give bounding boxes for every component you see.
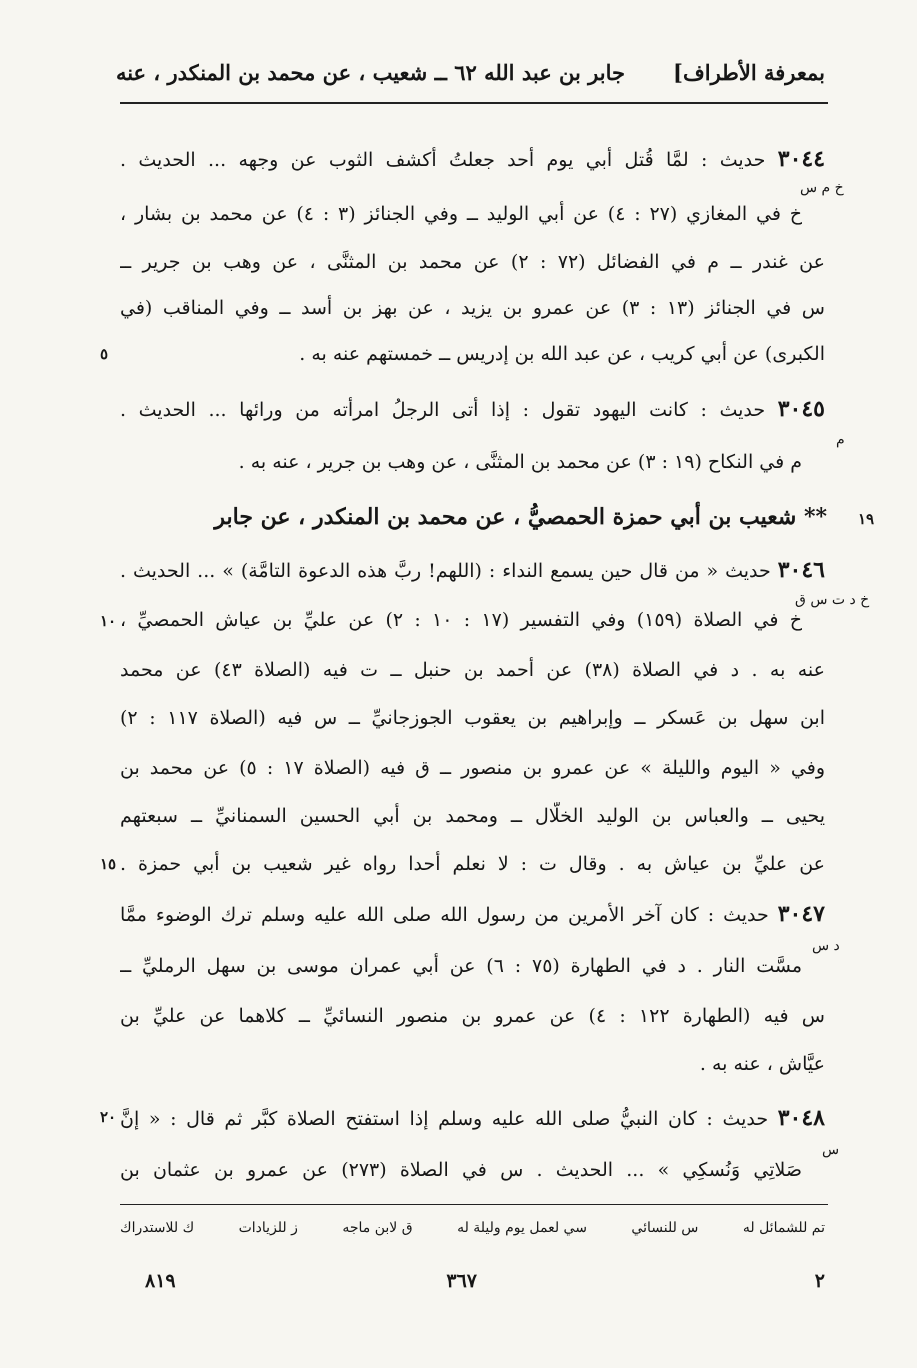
abbrev-6: ك للاستدراك [120, 1220, 195, 1236]
entry-3047-sigla: د س [812, 938, 840, 954]
entry-3044-line-1: ٣٠٤٤ حديث : لمَّا قُتل أبي يوم أحد جعلتُ أكشف الثوب عن وجهه ... الحديث . [120, 146, 825, 172]
entry-3046-line-3: عنه به . د في الصلاة (٣٨) عن أحمد بن حنبل ــ ت فيه (الصلاة ٤٣) عن محمد [120, 659, 825, 681]
page-number-right: ٢ [814, 1270, 825, 1292]
margin-number-5: ٥ [100, 345, 109, 363]
margin-number-15: ١٥ [100, 855, 117, 873]
page-number-center: ٣٦٧ [446, 1270, 477, 1292]
section-number: ١٩ [858, 510, 875, 528]
entry-3045-sigla: م [836, 432, 845, 448]
header-rule [120, 102, 828, 104]
footer-rule [120, 1204, 828, 1205]
entry-3044-line-2: خ في المغازي (٢٧ : ٤) عن أبي الوليد ــ وفي الجنائز (٣ : ٤) عن محمد بن بشار ، [120, 203, 802, 225]
abbrev-3: سي لعمل يوم وليلة له [457, 1220, 587, 1236]
entry-3047-line-1: ٣٠٤٧ حديث : كان آخر الأمرين من رسول الله صلى الله عليه وسلم ترك الوضوء ممَّا [120, 901, 825, 927]
entry-3048-line-2: صَلاتِي وَنُسكِي » ... الحديث . س في الصلاة (٢٧٣) عن عمرو بن عثمان بن [120, 1159, 802, 1181]
abbrev-1: تم للشمائل له [742, 1220, 825, 1236]
entry-3047-line-4: عيَّاش ، عنه به . [699, 1053, 825, 1075]
entry-3046-line-6: يحيى ــ والعباس بن الوليد الخلَّال ــ ومحمد بن أبي الحسين السمنانيِّ ــ سبعتهم [120, 805, 825, 827]
entry-3044-line-4: س في الجنائز (١٣ : ٣) عن عمرو بن يزيد ، عن بهز بن أسد ــ وفي المناقب (في [120, 297, 825, 319]
page-number-left: ٨١٩ [145, 1270, 176, 1292]
entry-3048-sigla: س [822, 1142, 840, 1158]
entry-3047-line-2: مسَّت النار . د في الطهارة (٧٥ : ٦) عن أبي عمران موسى بن سهل الرمليِّ ــ [120, 955, 802, 977]
entry-number: ٣٠٤٤ [777, 146, 825, 172]
entry-3046-sigla: خ د ت س ق [795, 592, 870, 608]
running-header [115, 60, 825, 96]
entry-3044-line-5: الكبرى) عن أبي كريب ، عن عبد الله بن إدريس ــ خمستهم عنه به . [299, 343, 825, 365]
margin-number-10: ١٠ [100, 612, 117, 630]
margin-number-20: ٢٠ [100, 1108, 117, 1126]
entry-3045-line-2: م في النكاح (١٩ : ٣) عن محمد بن المثنَّى ، عن وهب بن جرير ، عنه به . [238, 451, 802, 473]
entry-3046-line-5: وفي « اليوم والليلة » عن عمرو بن منصور ــ ق فيه (الصلاة ١٧ : ٥) عن محمد بن [120, 757, 825, 779]
section-heading: ** شعيب بن أبي حمزة الحمصيُّ ، عن محمد بن المنكدر ، عن جابر [214, 504, 827, 530]
entry-3045-line-1: ٣٠٤٥ حديث : كانت اليهود تقول : إذا أتى الرجلُ امرأته من ورائها ... الحديث . [120, 396, 825, 422]
entry-3048-line-1: ٣٠٤٨ حديث : كان النبيُّ صلى الله عليه وسلم إذا استفتح الصلاة كبَّر ثم قال : « إنَّ [120, 1105, 825, 1131]
entry-3047-line-3: س فيه (الطهارة ١٢٢ : ٤) عن عمرو بن منصور النسائيِّ ــ كلاهما عن عليِّ بن [120, 1005, 825, 1027]
entry-3044-line-3: عن غندر ــ م في الفضائل (٧٢ : ٢) عن محمد بن المثنَّى ، عن وهب بن جرير ــ [120, 251, 825, 273]
entry-3046-line-7: عن عليِّ بن عياش به . وقال ت : لا نعلم أحدا رواه غير شعيب بن أبي حمزة . [120, 853, 825, 875]
header-right: بمعرفة الأطراف] [673, 60, 825, 85]
abbrev-2: س للنسائي [631, 1220, 699, 1236]
header-center: جابر بن عبد الله ٦٢ ــ شعيب ، عن محمد بن المنكدر ، عنه [115, 60, 625, 85]
footer-abbreviations [120, 1220, 825, 1236]
abbrev-4: ق لابن ماجه [342, 1220, 413, 1236]
entry-3046-line-2: خ في الصلاة (١٥٩) وفي التفسير (١٧ : ١٠ : ٢) عن عليِّ بن عياش الحمصيِّ ، [120, 609, 802, 631]
abbrev-5: ز للزيادات [238, 1220, 298, 1236]
entry-3046-line-4: ابن سهل بن عَسكر ــ وإبراهيم بن يعقوب الجوزجانيِّ ــ س فيه (الصلاة ١١٧ : ٢) [120, 707, 825, 729]
entry-3046-line-1: ٣٠٤٦ حديث « من قال حين يسمع النداء : (اللهم! ربَّ هذه الدعوة التامَّة) » ... الحديث . [120, 557, 825, 583]
entry-3044-sigla: خ م س [800, 180, 844, 196]
